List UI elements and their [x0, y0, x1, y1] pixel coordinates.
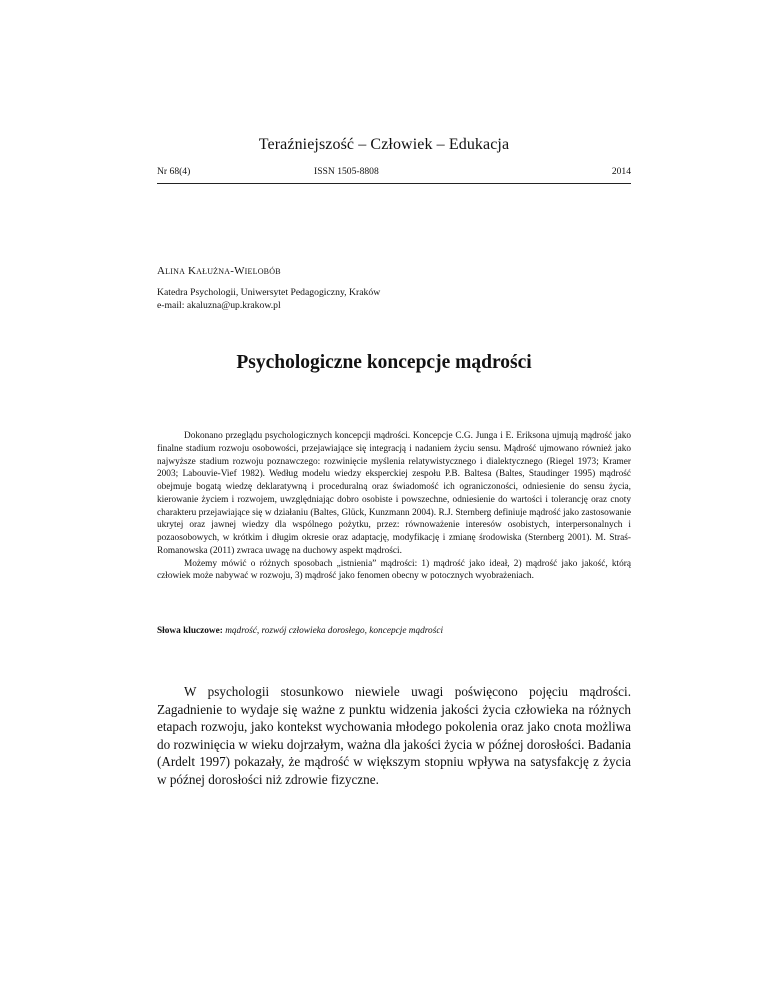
author-email[interactable]: e-mail: akaluzna@up.krakow.pl	[157, 299, 281, 311]
issue-number: Nr 68(4)	[157, 166, 191, 177]
abstract	[157, 430, 631, 583]
body-text	[157, 683, 631, 789]
author-name: Alina Kałużna-Wielobób	[157, 265, 281, 277]
author-affiliation-block	[157, 287, 380, 312]
abstract-paragraph: Dokonano przeglądu psychologicznych koncepcji mądrości. Koncepcje C.G. Junga i E. Eriksona ujmują mądrość jako finalne stadium rozwoju osobowości, przejawiające się integracją i nadaniem życiu sensu. Mądrość ujmowano również jako najwyższe stadium rozwoju poznawczego: rozwinięcie myślenia relatywistycznego i dialektycznego (Riegel 1973; Kramer 2003; Labouvie-Vief 1982). Według modelu wiedzy eksperckiej zespołu P.B. Baltesa (Baltes, Staudinger 1995) mądrość obejmuje bogatą wiedzę deklaratywną i proceduralną oraz świadomość ich ograniczoności, odniesienie do sensu życia, kierowanie życiem i rozwojem, uwzględniając dobro osobiste i powszechne, odniesienie do wartości i tolerancję oraz cnoty charakteru przejawiające się w działaniu (Baltes, Glück, Kunzmann 2004). R.J. Sternberg definiuje mądrość jako zastosowanie ukrytej oraz jawnej wiedzy dla wspólnego pożytku, przez: równoważenie interesów osobistych, interpersonalnych i pozaosobowych, w krótkim i długim okresie oraz adaptację, modyfikację i zmianę środowiska (Sternberg 2001). M. Straś-Romanowska (2011) zwraca uwagę na duchowy aspekt mądrości.	[157, 431, 631, 556]
abstract-paragraph: Możemy mówić o różnych sposobach „istnienia” mądrości: 1) mądrość jako ideał, 2) mądrość jako jakość, którą człowiek może nabywać w rozwoju, 3) mądrość jako fenomen obecny w potocznych wyobrażeniach.	[157, 558, 631, 582]
header-rule	[157, 183, 631, 184]
keywords	[157, 626, 631, 636]
publication-year: 2014	[611, 166, 631, 177]
keywords-label: Słowa kluczowe:	[157, 626, 226, 636]
journal-title: Teraźniejszość – Człowiek – Edukacja	[258, 136, 510, 153]
author-affiliation: Katedra Psychologii, Uniwersytet Pedagogiczny, Kraków	[157, 287, 381, 298]
keywords-text: mądrość, rozwój człowieka dorosłego, koncepcje mądrości	[225, 626, 444, 636]
issn: ISSN 1505-8808	[314, 166, 379, 177]
body-paragraph: W psychologii stosunkowo niewiele uwagi poświęcono pojęciu mądrości. Zagadnienie to wydaje się ważne z punktu widzenia jakości życia człowieka na różnych etapach rozwoju, jako kontekst wychowania młodego pokolenia oraz jako cnota możliwa do rozwinięcia w wieku dojrzałym, ważna dla jakości życia w późnej dorosłości. Badania (Ardelt 1997) pokazały, że mądrość w większym stopniu wpływa na satysfakcję z życia w późnej dorosłości niż zdrowie fizyczne.	[157, 684, 631, 787]
paper-title: Psychologiczne koncepcje mądrości	[236, 352, 532, 373]
